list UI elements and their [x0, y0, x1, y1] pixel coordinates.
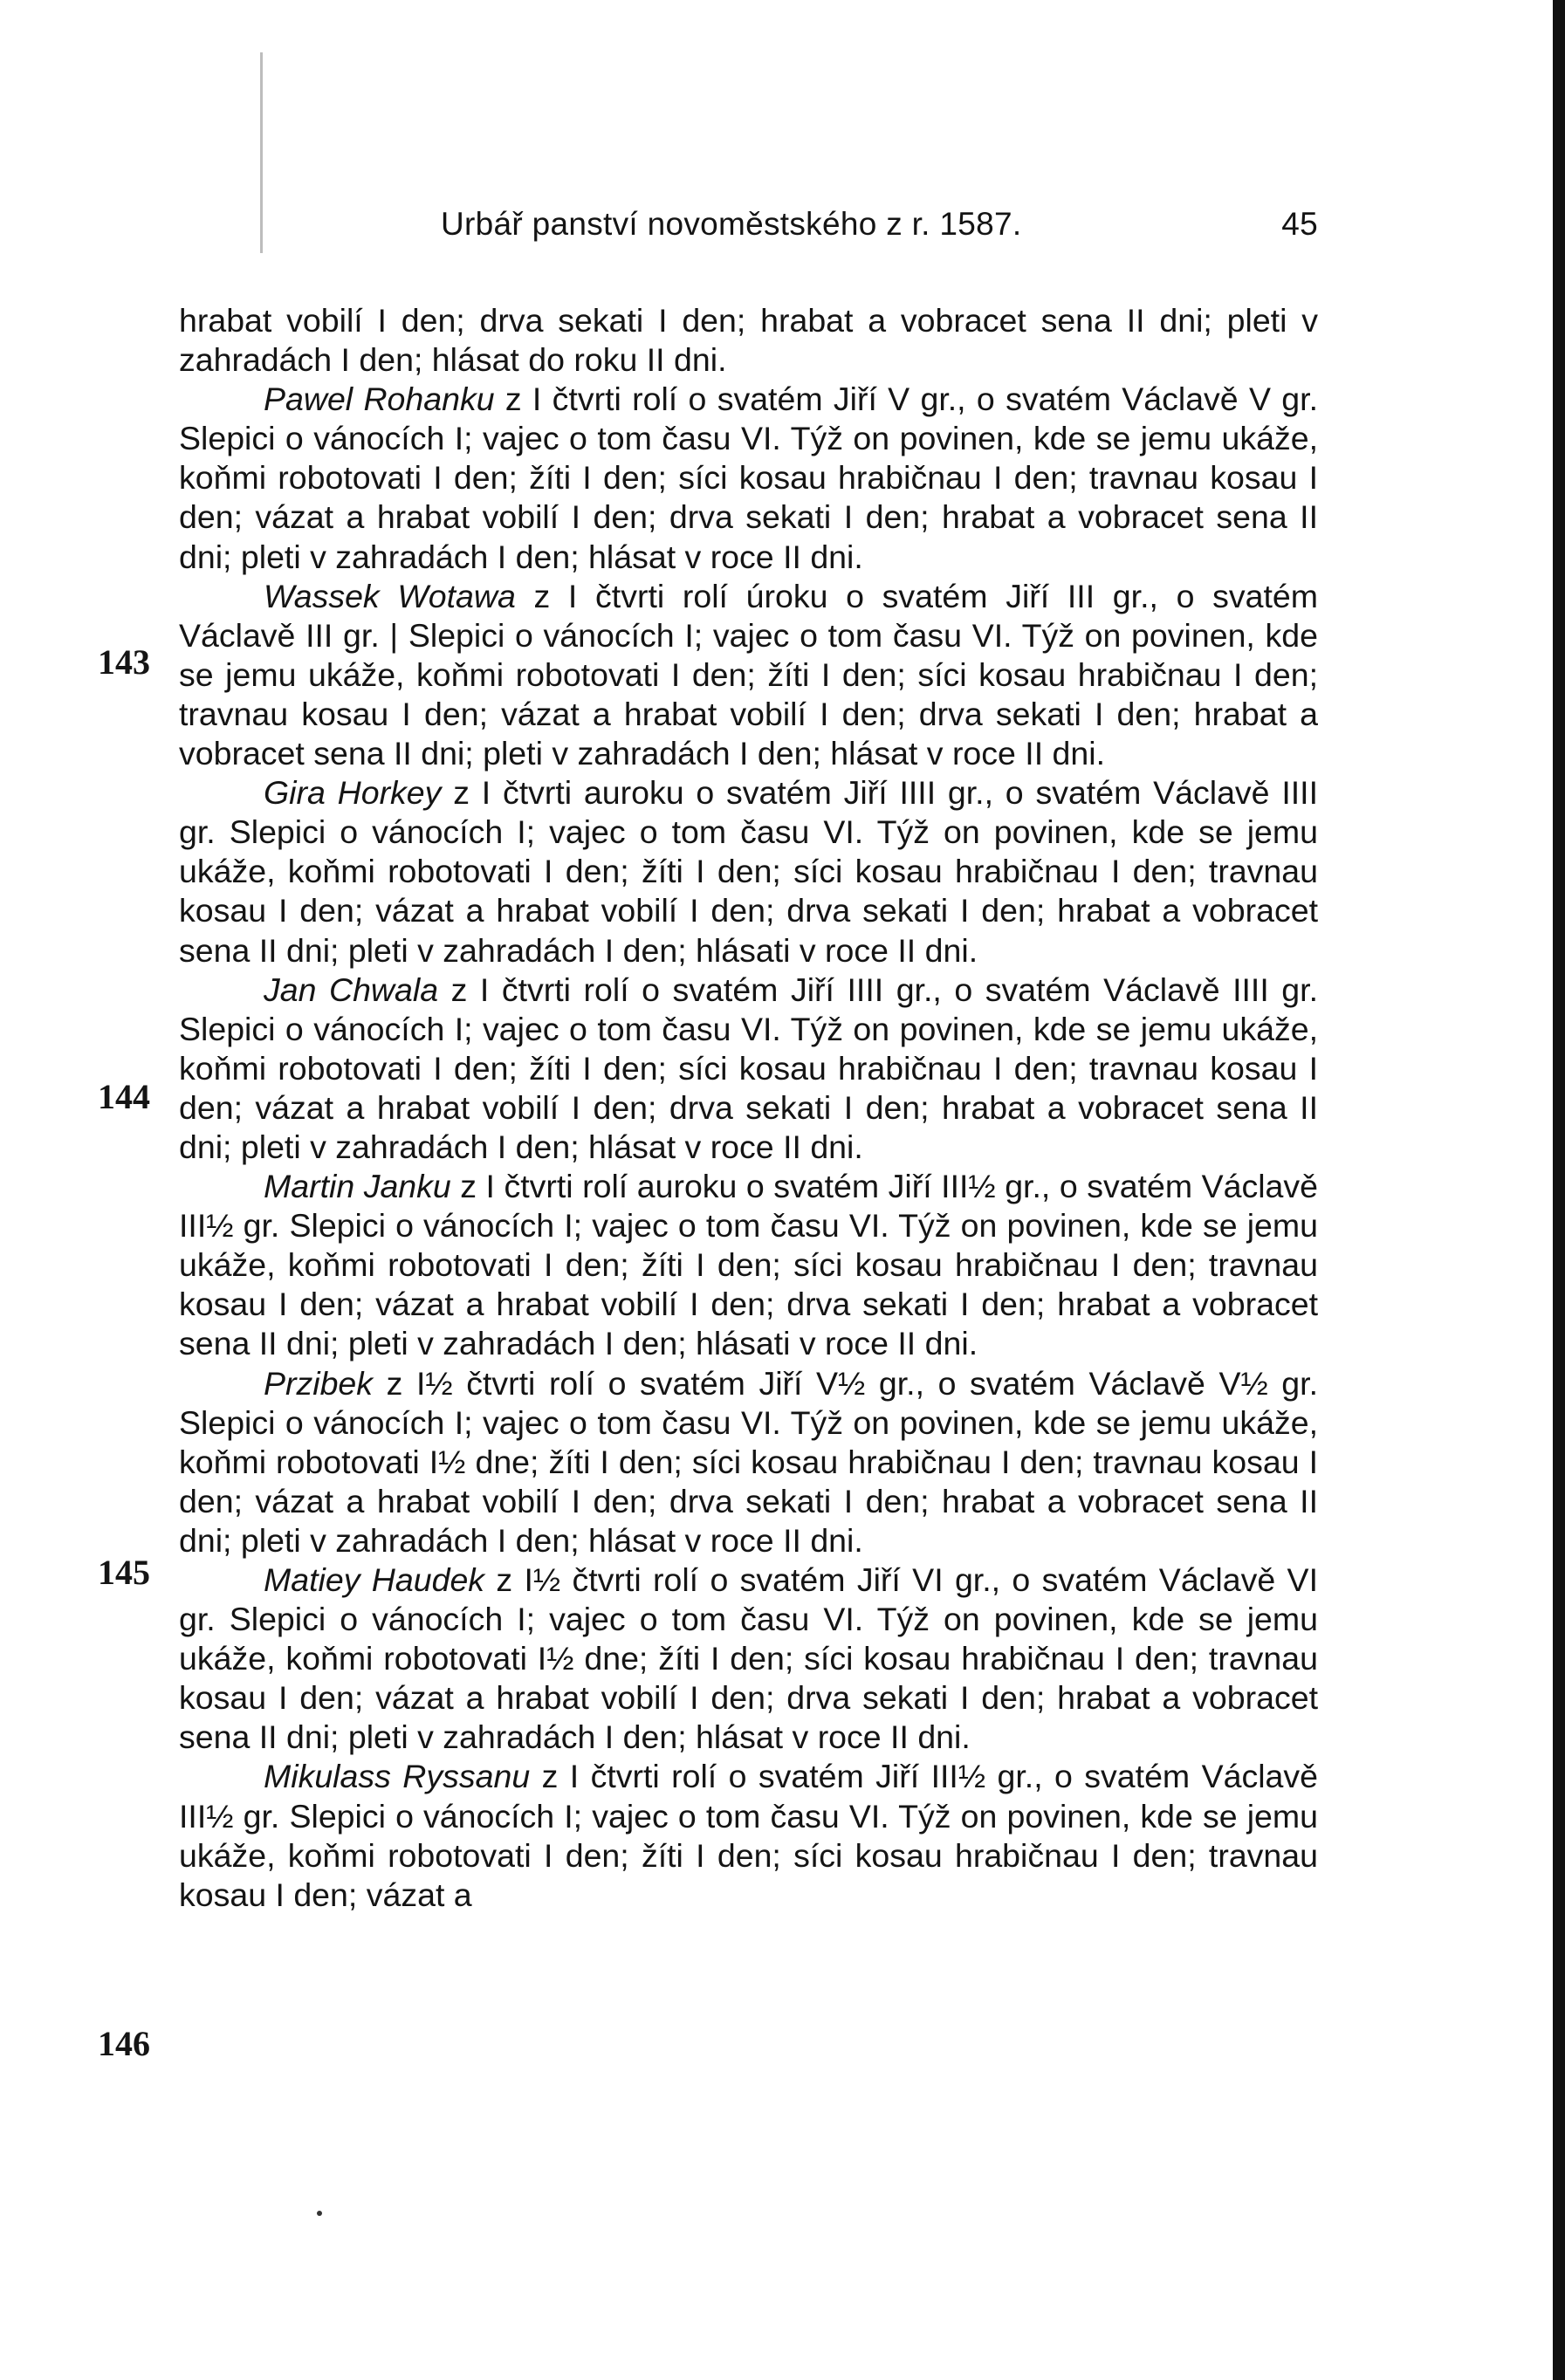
entry-text: z I čtvrti rolí o svatém Jiří IIII gr., o svatém Václavě IIII gr. Slepici o vánocích I; vajec o tom času VI. Týž on povinen, kde se jemu ukáže, koňmi robotovati I den; žíti I den; síci kosau hrabičnau I den; travnau kosau I den; vázat a hrabat vobilí I den; drva sekati I den; hrabat a vobracet sena II dni; pleti v zahradách I den; hlásat v roce II dni. [179, 971, 1318, 1165]
entry-text: z I čtvrti auroku o svatém Jiří IIII gr., o svatém Václavě IIII gr. Slepici o vánocích I; vajec o tom času VI. Týž on povinen, kde se jemu ukáže, koňmi robotovati I den; žíti I den; síci kosau hrabičnau I den; travnau kosau I den; vázat a hrabat vobilí I den; drva sekati I den; hrabat a vobracet sena II dni; pleti v zahradách I den; hlásati v roce II dni. [179, 774, 1318, 969]
tenant-name: Pawel Rohanku [264, 381, 495, 418]
entry-text: hrabat vobilí I den; drva sekati I den; hrabat a vobracet sena II dni; pleti v zahradách I den; hlásat do roku II dni. [179, 302, 1318, 379]
tenant-name: Jan Chwala [264, 971, 439, 1008]
entry-number-144: 144 [98, 1077, 150, 1116]
entry-text: z I½ čtvrti rolí o svatém Jiří V½ gr., o svatém Václavě V½ gr. Slepici o vánocích I; vajec o tom času VI. Týž on povinen, kde se jemu ukáže, koňmi robotovati I½ dne; žíti I den; síci kosau hrabičnau I den; travnau kosau I den; vázat a hrabat vobilí I den; drva sekati I den; hrabat a vobracet sena II dni; pleti v zahradách I den; hlásat v roce II dni. [179, 1364, 1318, 1559]
tenant-name: Gira Horkey [264, 774, 442, 812]
entry-paragraph [179, 577, 1318, 773]
tenant-name: Matiey Haudek [264, 1561, 485, 1598]
entry-number-145: 145 [98, 1553, 150, 1592]
tenant-name: Wassek Wotawa [264, 577, 516, 614]
entry-text: z I čtvrti rolí o svatém Jiří III½ gr., o svatém Václavě III½ gr. Slepici o vánocích I; vajec o tom času VI. Týž on povinen, kde se jemu ukáže, koňmi robotovati I den; žíti I den; síci kosau hrabičnau I den; travnau kosau I den; vázat a [179, 1758, 1318, 1913]
document-body [179, 301, 1318, 1915]
entry-paragraph [179, 971, 1318, 1167]
entry-text: z I½ čtvrti rolí o svatém Jiří VI gr., o svatém Václavě VI gr. Slepici o vánocích I; vajec o tom času VI. Týž on povinen, kde se jemu ukáže, koňmi robotovati I½ dne; žíti I den; síci kosau hrabičnau I den; travnau kosau I den; vázat a hrabat vobilí I den; drva sekati I den; hrabat a vobracet sena II dni; pleti v zahradách I den; hlásat v roce II dni. [179, 1561, 1318, 1756]
scan-speck [317, 2211, 322, 2216]
entry-number-146: 146 [98, 2024, 150, 2063]
page-header [179, 206, 1318, 250]
page-number: 45 [1281, 206, 1318, 242]
entry-text: z I čtvrti rolí úroku o svatém Jiří III gr., o svatém Václavě III gr. | Slepici o vánocích I; vajec o tom času VI. Týž on povinen, kde se jemu ukáže, koňmi robotovati I den; žíti I den; síci kosau hrabičnau I den; travnau kosau I den; vázat a hrabat vobilí I den; drva sekati I den; hrabat a vobracet sena II dni; pleti v zahradách I den; hlásat v roce II dni. [179, 577, 1318, 772]
entry-paragraph [179, 1364, 1318, 1560]
entry-number-143: 143 [98, 642, 150, 682]
entry-paragraph [179, 380, 1318, 576]
entry-paragraph [179, 773, 1318, 970]
entry-paragraph [179, 1560, 1318, 1757]
running-title: Urbář panství novoměstského z r. 1587. [441, 206, 1022, 242]
entry-paragraph [179, 1757, 1318, 1914]
entry-paragraph [179, 301, 1318, 380]
entry-text: z I čtvrti rolí auroku o svatém Jiří III½ gr., o svatém Václavě III½ gr. Slepici o vánocích I; vajec o tom času VI. Týž on povinen, kde se jemu ukáže, koňmi robotovati I den; žíti I den; síci kosau hrabičnau I den; travnau kosau I den; vázat a hrabat vobilí I den; drva sekati I den; hrabat a vobracet sena II dni; pleti v zahradách I den; hlásati v roce II dni. [179, 1168, 1318, 1362]
tenant-name: Martin Janku [264, 1168, 451, 1205]
entry-text: z I čtvrti rolí o svatém Jiří V gr., o svatém Václavě V gr. Slepici o vánocích I; vajec o tom času VI. Týž on povinen, kde se jemu ukáže, koňmi robotovati I den; žíti I den; síci kosau hrabičnau I den; travnau kosau I den; vázat a hrabat vobilí I den; drva sekati I den; hrabat a vobracet sena II dni; pleti v zahradách I den; hlásat v roce II dni. [179, 381, 1318, 575]
entry-paragraph [179, 1167, 1318, 1363]
tenant-name: Przibek [264, 1364, 374, 1402]
tenant-name: Mikulass Ryssanu [264, 1758, 531, 1795]
